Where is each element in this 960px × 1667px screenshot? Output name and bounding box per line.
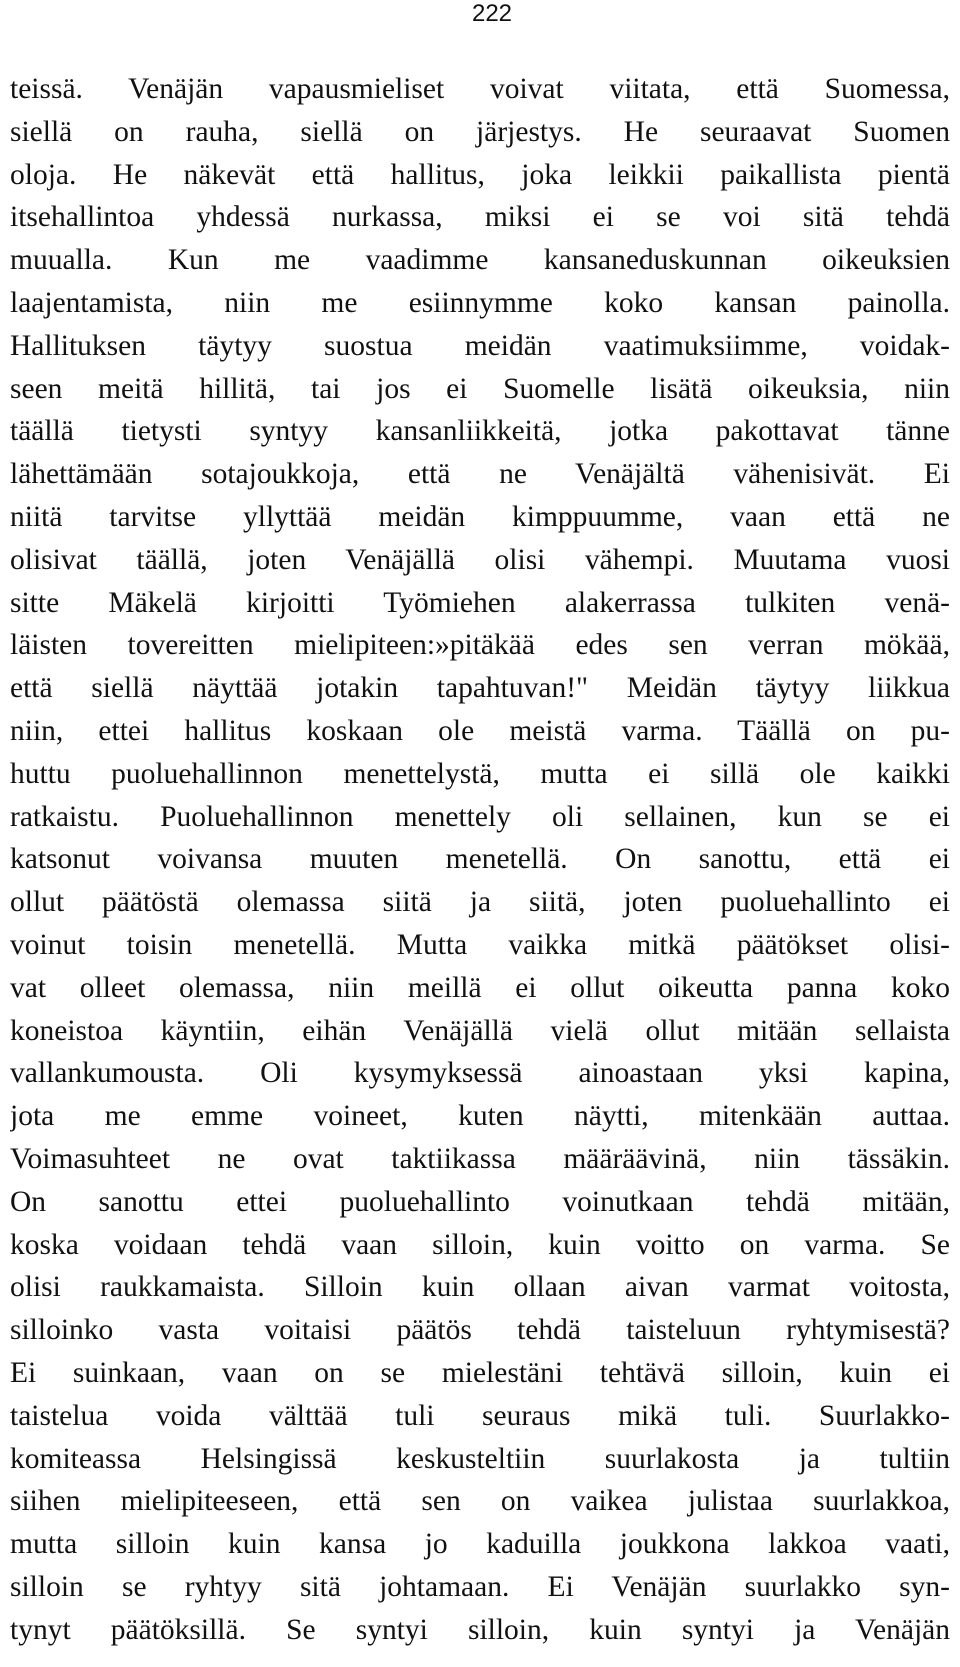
text-line: ratkaistu. Puoluehallinnon menettely oli sellainen, kun se ei (10, 800, 950, 833)
text-line: jota me emme voineet, kuten näytti, mitenkään auttaa. (10, 1100, 950, 1133)
text-line: teissä. Venäjän vapausmieliset voivat viitata, että Suomessa, (10, 73, 950, 105)
text-line: siellä on rauha, siellä on järjestys. He seuraavat Suomen (10, 115, 950, 148)
text-line: koneistoa käyntiin, eihän Venäjällä vielä ollut mitään sellaista (10, 1014, 950, 1047)
text-line: koska voidaan tehdä vaan silloin, kuin voitto on varma. Se (10, 1228, 950, 1261)
text-line: ollut päätöstä olemassa siitä ja siitä, joten puoluehallinto ei (10, 886, 950, 919)
text-line: olisi raukkamaista. Silloin kuin ollaan aivan varmat voitosta, (10, 1271, 950, 1304)
text-line: niitä tarvitse yllyttää meidän kimppuumme, vaan että ne (10, 500, 950, 533)
text-line: tynyt päätöksillä. Se syntyi silloin, kuin syntyi ja Venäjän (10, 1613, 950, 1646)
text-line: mutta silloin kuin kansa jo kaduilla joukkona lakkoa vaati, (10, 1528, 950, 1561)
text-line: niin, ettei hallitus koskaan ole meistä varma. Täällä on pu- (10, 714, 950, 747)
text-line: seen meitä hillitä, tai jos ei Suomelle lisätä oikeuksia, niin (10, 372, 950, 405)
text-line: läisten tovereitten mielipiteen:»pitäkää edes sen verran mökää, (10, 629, 950, 662)
text-line: voinut toisin menetellä. Mutta vaikka mitkä päätökset olisi- (10, 928, 950, 961)
text-line: että siellä näyttää jotakin tapahtuvan!" Meidän täytyy liikkua (10, 672, 950, 705)
text-line: oloja. He näkevät että hallitus, joka leikkii paikallista pientä (10, 158, 950, 191)
text-line: siihen mielipiteeseen, että sen on vaikea julistaa suurlakkoa, (10, 1485, 950, 1518)
text-line: muualla. Kun me vaadimme kansaneduskunnan oikeuksien (10, 244, 950, 277)
text-line: silloinko vasta voitaisi päätös tehdä taisteluun ryhtymisestä? (10, 1314, 950, 1347)
text-line: huttu puoluehallinnon menettelystä, mutta ei sillä ole kaikki (10, 757, 950, 790)
text-line: sitte Mäkelä kirjoitti Työmiehen alakerrassa tulkiten venä- (10, 586, 950, 619)
text-line: vallankumousta. Oli kysymyksessä ainoastaan yksi kapina, (10, 1057, 950, 1090)
text-line: lähettämään sotajoukkoja, että ne Venäjältä vähenisivät. Ei (10, 458, 950, 491)
text-line: komiteassa Helsingissä keskusteltiin suurlakosta ja tultiin (10, 1442, 950, 1475)
text-line: laajentamista, niin me esiinnymme koko kansan painolla. (10, 286, 950, 319)
text-line: itsehallintoa yhdessä nurkassa, miksi ei se voi sitä tehdä (10, 201, 950, 234)
text-line: täällä tietysti syntyy kansanliikkeitä, jotka pakottavat tänne (10, 415, 950, 448)
text-line: silloin se ryhtyy sitä johtamaan. Ei Venäjän suurlakko syn- (10, 1570, 950, 1603)
text-line: katsonut voivansa muuten menetellä. On sanottu, että ei (10, 843, 950, 876)
text-line: Voimasuhteet ne ovat taktiikassa määräävinä, niin tässäkin. (10, 1142, 950, 1175)
page-number: 222 (471, 0, 513, 27)
body-text (10, 68, 950, 1651)
text-line: vat olleet olemassa, niin meillä ei ollut oikeutta panna koko (10, 971, 950, 1004)
text-line: olisivat täällä, joten Venäjällä olisi vähempi. Muutama vuosi (10, 543, 950, 576)
text-line: Hallituksen täytyy suostua meidän vaatimuksiimme, voidak- (10, 329, 950, 362)
text-line: On sanottu ettei puoluehallinto voinutkaan tehdä mitään, (10, 1185, 950, 1218)
text-line: Ei suinkaan, vaan on se mielestäni tehtävä silloin, kuin ei (10, 1356, 950, 1389)
text-line: taistelua voida välttää tuli seuraus mikä tuli. Suurlakko- (10, 1399, 950, 1432)
